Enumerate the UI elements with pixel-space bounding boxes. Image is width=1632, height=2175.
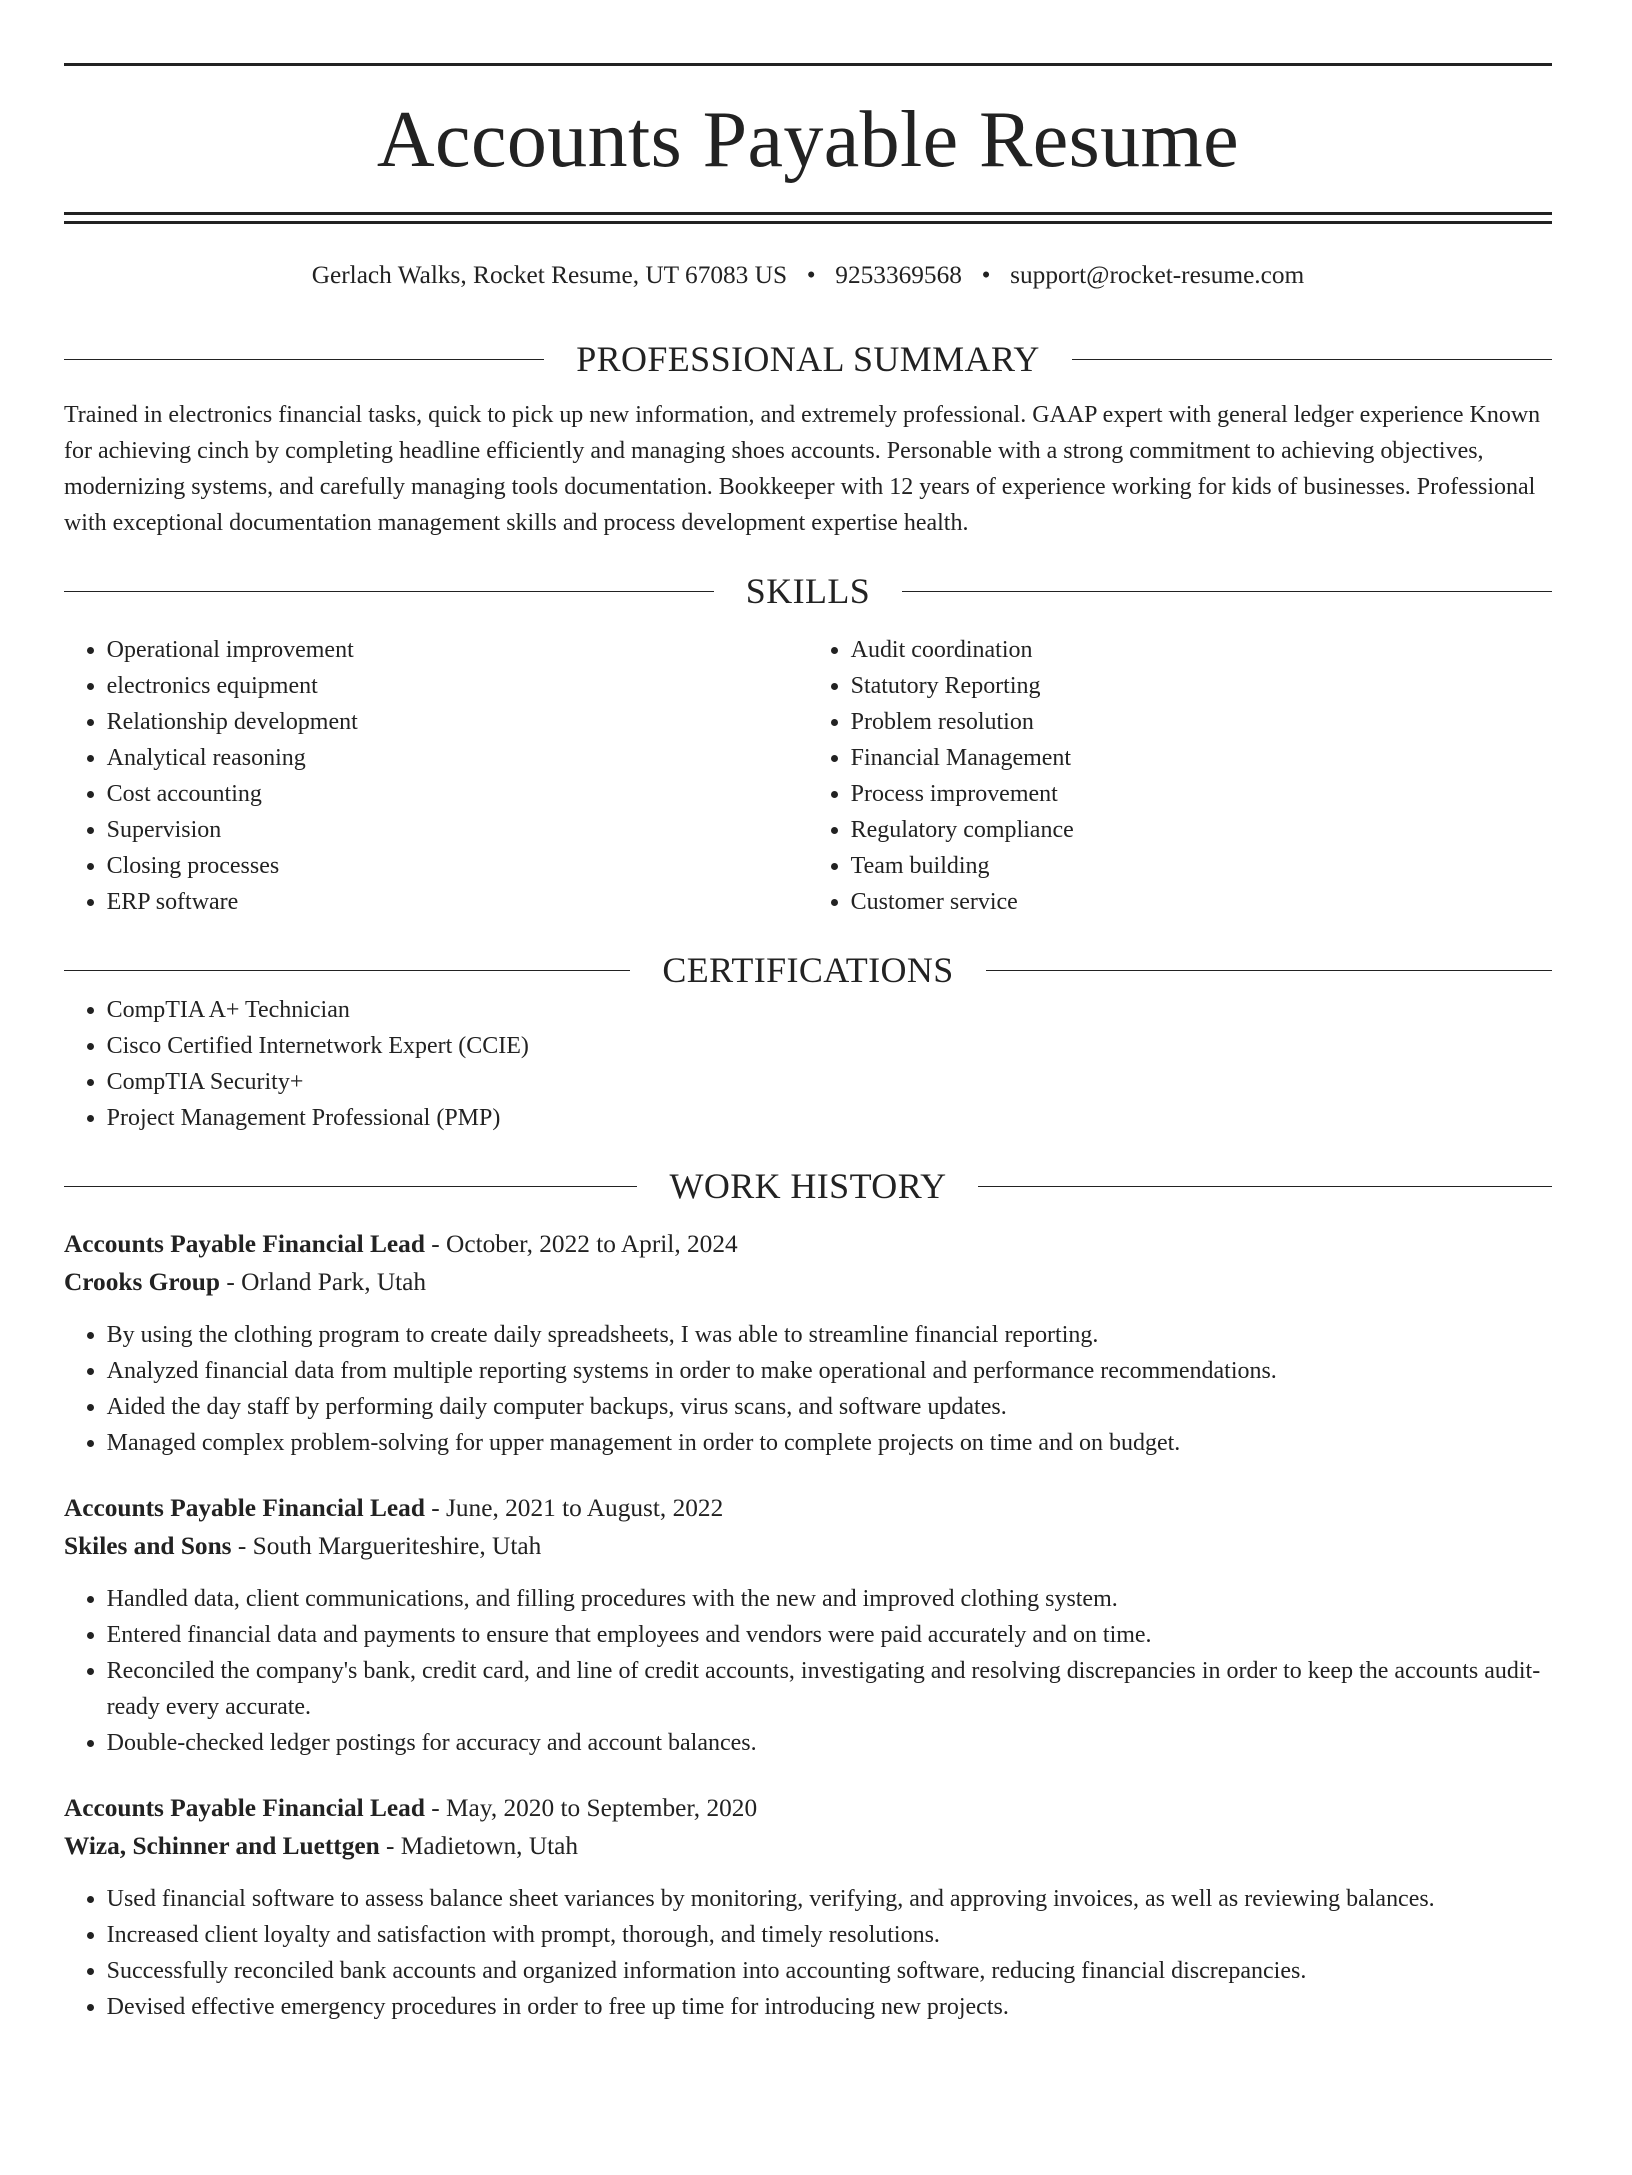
certification-item: • CompTIA Security+: [107, 1064, 1552, 1100]
heading-rule: [64, 970, 630, 971]
contact-separator: •: [981, 260, 991, 289]
job-dates: - June, 2021 to August, 2022: [424, 1494, 724, 1523]
certification-item: • Cisco Certified Internetwork Expert (CCIE): [107, 1028, 1552, 1064]
skill-item: • Operational improvement: [107, 632, 808, 668]
skills-list: [64, 632, 1552, 920]
job-company: Wiza, Schinner and Luettgen: [63, 1831, 380, 1860]
job-location: - Madietown, Utah: [379, 1831, 579, 1860]
heading-rule: [1072, 359, 1552, 360]
summary-heading: PROFESSIONAL SUMMARY: [576, 339, 1040, 380]
skill-item: • Audit coordination: [851, 632, 1552, 668]
contact-line: [64, 261, 1552, 290]
job-dates: - May, 2020 to September, 2020: [424, 1794, 758, 1823]
job-bullet: • Analyzed financial data from multiple reporting systems in order to make operational and performance recommendations.: [107, 1353, 1552, 1389]
work-section-heading: [64, 1165, 1552, 1208]
job-bullet: • Used financial software to assess balance sheet variances by monitoring, verifying, and approving invoices, as well as reviewing balances.: [107, 1881, 1552, 1917]
job-title-row: [64, 1790, 1552, 1827]
job-bullet: • Devised effective emergency procedures in order to free up time for introducing new projects.: [107, 1989, 1552, 2025]
work-heading: WORK HISTORY: [669, 1165, 947, 1206]
certification-item: • Project Management Professional (PMP): [107, 1100, 1552, 1136]
heading-rule: [986, 970, 1552, 971]
job-title: Accounts Payable Financial Lead: [63, 1230, 425, 1259]
job-entry: [64, 1790, 1552, 2025]
skill-item: • electronics equipment: [107, 668, 808, 704]
certifications-list: [64, 992, 1552, 1136]
job-bullet: • Reconciled the company's bank, credit card, and line of credit accounts, investigating and resolving discrepancies in order to keep the accounts audit-ready every accurate.: [107, 1653, 1552, 1725]
skills-section-heading: [64, 570, 1552, 613]
heading-rule: [64, 591, 714, 592]
job-bullets: [64, 1881, 1552, 2025]
skill-item: • Team building: [851, 848, 1552, 884]
job-bullet: • Managed complex problem-solving for upper management in order to complete projects on time and on budget.: [107, 1425, 1552, 1461]
job-bullet: • Aided the day staff by performing daily computer backups, virus scans, and software updates.: [107, 1389, 1552, 1425]
skills-left-list: [64, 632, 808, 920]
skill-item: • Statutory Reporting: [851, 668, 1552, 704]
job-dates: - October, 2022 to April, 2024: [424, 1230, 738, 1259]
job-company-row: [64, 1528, 1552, 1565]
job-title: Accounts Payable Financial Lead: [63, 1494, 425, 1523]
heading-rule: [902, 591, 1552, 592]
summary-section-heading: [64, 338, 1552, 381]
job-company-row: [64, 1264, 1552, 1301]
job-bullet: • Successfully reconciled bank accounts and organized information into accounting software, reducing financial discrepancies.: [107, 1953, 1552, 1989]
job-entry: [64, 1226, 1552, 1461]
skills-column-right: [808, 632, 1552, 920]
job-location: - South Margueriteshire, Utah: [231, 1531, 542, 1560]
skill-item: • Analytical reasoning: [107, 740, 808, 776]
contact-separator: •: [806, 260, 816, 289]
heading-rule: [64, 1186, 637, 1187]
job-company-row: [64, 1828, 1552, 1865]
title-double-rule: [64, 212, 1552, 223]
summary-text: Trained in electronics financial tasks, quick to pick up new information, and extremely professional. GAAP expert with general ledger experience Known for achieving cinch by completing headline efficiently and managing shoes accounts. Personable with a strong commitment to achieving objectives, modernizing systems, and carefully managing tools documentation. Bookkeeper with 12 years of experience working for kids of businesses. Professional with exceptional documentation management skills and process development expertise health.: [63, 401, 1541, 536]
job-bullets: [64, 1581, 1552, 1761]
job-location: - Orland Park, Utah: [220, 1267, 427, 1296]
job-bullet: • Handled data, client communications, and filling procedures with the new and improved clothing system.: [107, 1581, 1552, 1617]
resume-page: [0, 63, 1632, 2175]
job-company: Crooks Group: [63, 1267, 220, 1296]
top-rule: [64, 63, 1552, 66]
skill-item: • Cost accounting: [107, 776, 808, 812]
skill-item: • Financial Management: [851, 740, 1552, 776]
contact-address: Gerlach Walks, Rocket Resume, UT 67083 US: [311, 260, 788, 289]
heading-rule: [978, 1186, 1551, 1187]
job-bullets: [64, 1317, 1552, 1461]
job-bullet: • Entered financial data and payments to ensure that employees and vendors were paid accurately and on time.: [107, 1617, 1552, 1653]
certifications-heading: CERTIFICATIONS: [662, 949, 954, 990]
job-title-row: [64, 1226, 1552, 1263]
certification-item: • CompTIA A+ Technician: [107, 992, 1552, 1028]
skill-item: • Relationship development: [107, 704, 808, 740]
skill-item: • Closing processes: [107, 848, 808, 884]
job-bullet: • By using the clothing program to create daily spreadsheets, I was able to streamline financial reporting.: [107, 1317, 1552, 1353]
page-title: Accounts Payable Resume: [376, 96, 1240, 185]
skills-column-left: [64, 632, 808, 920]
contact-phone: 9253369568: [835, 260, 962, 289]
skills-right-list: [808, 632, 1552, 920]
skill-item: • Problem resolution: [851, 704, 1552, 740]
job-bullet: • Increased client loyalty and satisfaction with prompt, thorough, and timely resolutions.: [107, 1917, 1552, 1953]
skills-heading: SKILLS: [745, 571, 871, 612]
skill-item: • ERP software: [107, 884, 808, 920]
job-bullet: • Double-checked ledger postings for accuracy and account balances.: [107, 1725, 1552, 1761]
job-title: Accounts Payable Financial Lead: [63, 1794, 425, 1823]
job-title-row: [64, 1490, 1552, 1527]
job-entry: [64, 1490, 1552, 1761]
job-company: Skiles and Sons: [63, 1531, 232, 1560]
skill-item: • Supervision: [107, 812, 808, 848]
skill-item: • Process improvement: [851, 776, 1552, 812]
certifications-section-heading: [64, 949, 1552, 992]
skill-item: • Customer service: [851, 884, 1552, 920]
heading-rule: [64, 359, 544, 360]
contact-email: support@rocket-resume.com: [1010, 260, 1305, 289]
skill-item: • Regulatory compliance: [851, 812, 1552, 848]
